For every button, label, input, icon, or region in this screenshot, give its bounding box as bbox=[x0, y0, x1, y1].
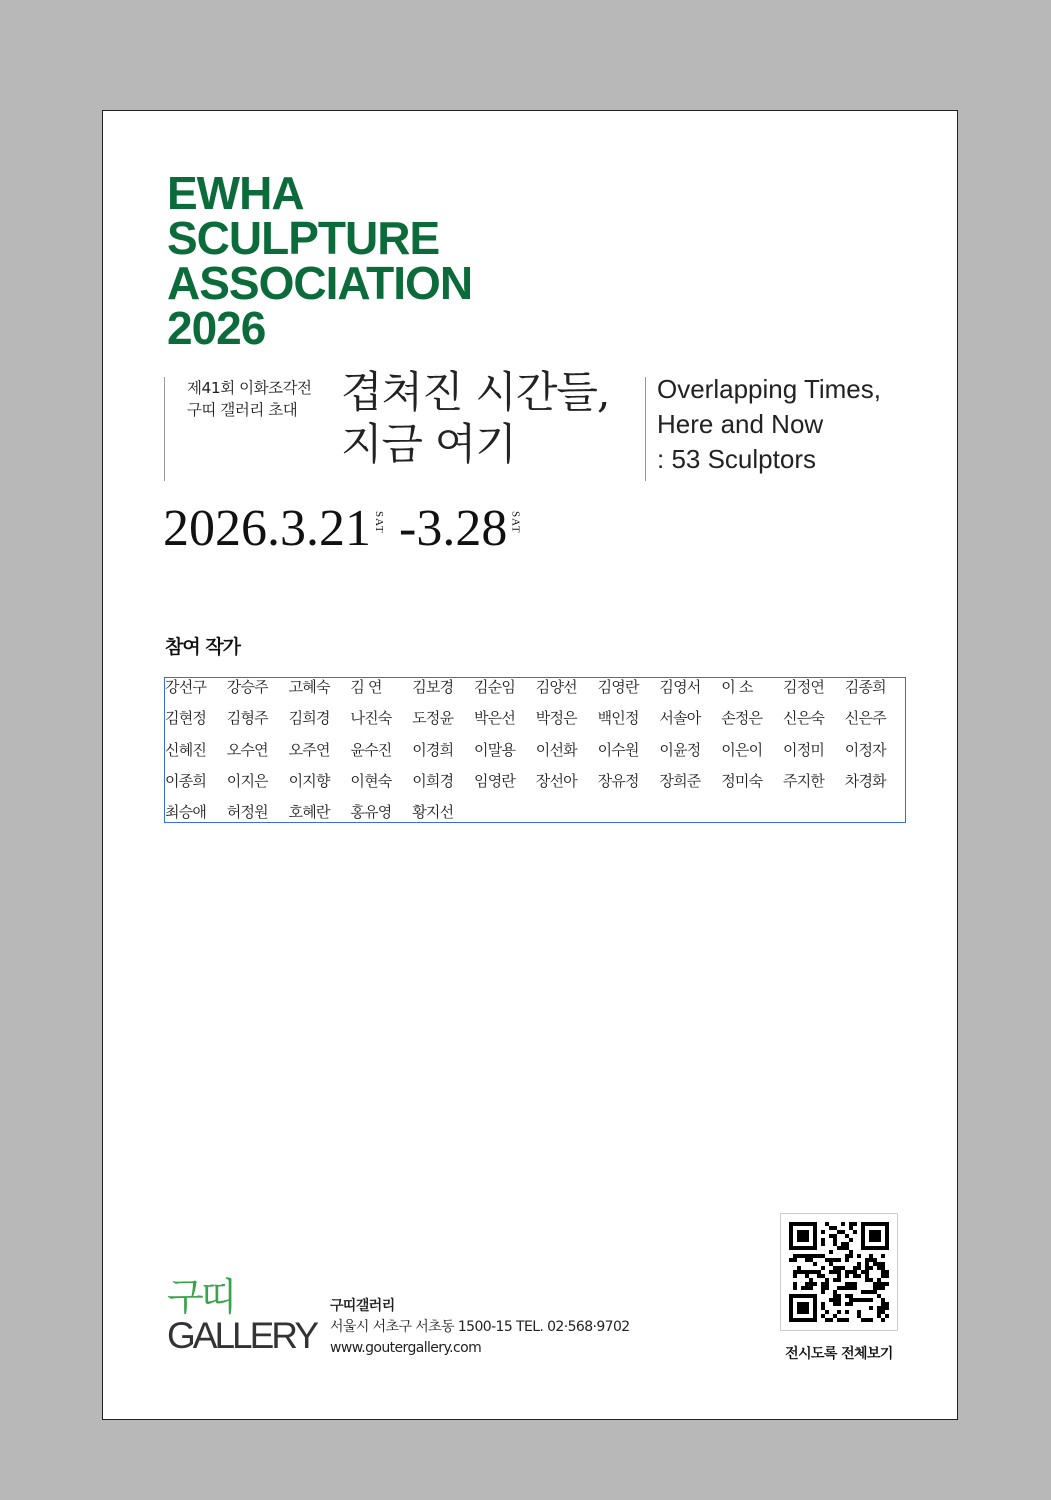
artist-name: 김순임 bbox=[474, 678, 516, 696]
artist-name: 김 연 bbox=[350, 678, 382, 696]
artist-name: 김보경 bbox=[412, 678, 454, 696]
gallery-logo bbox=[167, 1278, 316, 1356]
artist-name: 이경희 bbox=[412, 740, 454, 759]
title-en-line: : 53 Sculptors bbox=[657, 444, 816, 474]
artist-name: 나진숙 bbox=[350, 709, 392, 728]
qr-label[interactable]: 전시도록 전체보기 bbox=[785, 1346, 893, 1362]
artist-name: 박은선 bbox=[474, 709, 516, 728]
association-line: ASSOCIATION bbox=[167, 257, 473, 309]
artist-name: 장희준 bbox=[659, 771, 701, 790]
subtitle-line: 구띠 갤러리 초대 bbox=[187, 401, 298, 419]
artist-name: 신혜진 bbox=[165, 740, 207, 759]
association-line: SCULPTURE bbox=[167, 212, 440, 264]
artist-name: 김현정 bbox=[165, 709, 207, 728]
exhibition-title-english bbox=[657, 372, 881, 477]
artist-name: 김희경 bbox=[288, 709, 330, 728]
gallery-address: 서울시 서초구 서초동 1500-15 TEL. 02·568·9702 bbox=[330, 1319, 630, 1335]
qr-code[interactable] bbox=[780, 1213, 898, 1331]
artist-name: 박정은 bbox=[535, 709, 577, 728]
artist-name: 임영란 bbox=[474, 771, 516, 790]
gallery-contact bbox=[330, 1296, 630, 1359]
artists-heading: 참여 작가 bbox=[165, 636, 241, 658]
artist-name: 차경화 bbox=[844, 771, 886, 790]
artist-name: 고혜숙 bbox=[288, 678, 330, 696]
end-day: SAT bbox=[509, 511, 522, 534]
artist-name: 백인정 bbox=[597, 709, 639, 728]
artist-name: 김영란 bbox=[597, 678, 639, 696]
start-date: 2026.3.21 bbox=[163, 500, 371, 557]
artist-name: 김정연 bbox=[783, 678, 825, 696]
artist-name: 이정자 bbox=[844, 740, 886, 759]
exhibition-title-korean bbox=[341, 367, 610, 471]
artist-name: 도정윤 bbox=[412, 709, 454, 728]
artist-name: 오수연 bbox=[226, 740, 268, 759]
title-ko-line: 지금 여기 bbox=[341, 420, 516, 470]
artist-name: 장선아 bbox=[535, 771, 577, 790]
artists-list bbox=[164, 677, 906, 823]
artist-name: 허정원 bbox=[226, 803, 268, 822]
artist-name: 김종희 bbox=[844, 678, 886, 696]
title-en-line: Here and Now bbox=[657, 409, 824, 439]
artist-name: 김양선 bbox=[535, 678, 577, 696]
artist-name: 이선화 bbox=[535, 740, 577, 759]
artist-name: 윤수진 bbox=[350, 740, 392, 759]
artist-name: 이은이 bbox=[721, 740, 763, 759]
artist-name: 이윤정 bbox=[659, 740, 701, 759]
artist-name: 홍유영 bbox=[350, 803, 392, 822]
gallery-name: 구띠갤러리 bbox=[330, 1298, 395, 1314]
gallery-logo-mark: 구띠 bbox=[167, 1277, 235, 1319]
title-en-line: Overlapping Times, bbox=[657, 374, 881, 404]
qr-code-image[interactable] bbox=[781, 1214, 897, 1330]
artist-name: 최승애 bbox=[165, 803, 207, 822]
divider-right bbox=[645, 377, 646, 481]
artist-name: 황지선 bbox=[412, 803, 454, 822]
artist-name: 김영서 bbox=[659, 678, 701, 696]
artist-name: 서솔아 bbox=[659, 709, 701, 728]
association-line: EWHA bbox=[167, 167, 304, 219]
association-title bbox=[167, 167, 473, 354]
artist-name: 주지한 bbox=[783, 771, 825, 790]
artist-name: 이수원 bbox=[597, 740, 639, 759]
subtitle-line: 제41회 이화조각전 bbox=[187, 379, 312, 397]
artist-name: 신은주 bbox=[844, 709, 886, 728]
title-ko-line: 겹쳐진 시간들, bbox=[341, 368, 610, 418]
artist-name: 손정은 bbox=[721, 709, 763, 728]
artist-name: 신은숙 bbox=[783, 709, 825, 728]
artist-name: 호혜란 bbox=[288, 803, 330, 822]
artist-name: 정미숙 bbox=[721, 771, 763, 790]
poster-page bbox=[102, 110, 958, 1420]
exhibition-dates bbox=[163, 499, 525, 559]
artist-name: 이현숙 bbox=[350, 771, 392, 790]
artist-name: 이지은 bbox=[226, 771, 268, 790]
artist-name: 이말용 bbox=[474, 740, 516, 759]
artist-name: 강승주 bbox=[226, 678, 268, 696]
gallery-website[interactable]: www.goutergallery.com bbox=[330, 1340, 482, 1356]
artist-name: 김형주 bbox=[226, 709, 268, 728]
exhibition-subtitle bbox=[187, 377, 311, 421]
artist-name: 장유정 bbox=[597, 771, 639, 790]
artist-name: 오주연 bbox=[288, 740, 330, 759]
artist-name: 이종희 bbox=[165, 771, 207, 790]
divider-left bbox=[164, 377, 165, 481]
gallery-logo-word: GALLERY bbox=[167, 1315, 317, 1356]
artist-name: 이정미 bbox=[783, 740, 825, 759]
end-date: -3.28 bbox=[399, 500, 508, 557]
artist-name: 이 소 bbox=[721, 678, 753, 696]
artist-name: 이희경 bbox=[412, 771, 454, 790]
association-line: 2026 bbox=[167, 302, 266, 354]
artist-name: 이지향 bbox=[288, 771, 330, 790]
start-day: SAT bbox=[373, 511, 385, 534]
artist-name: 강선구 bbox=[165, 678, 207, 696]
